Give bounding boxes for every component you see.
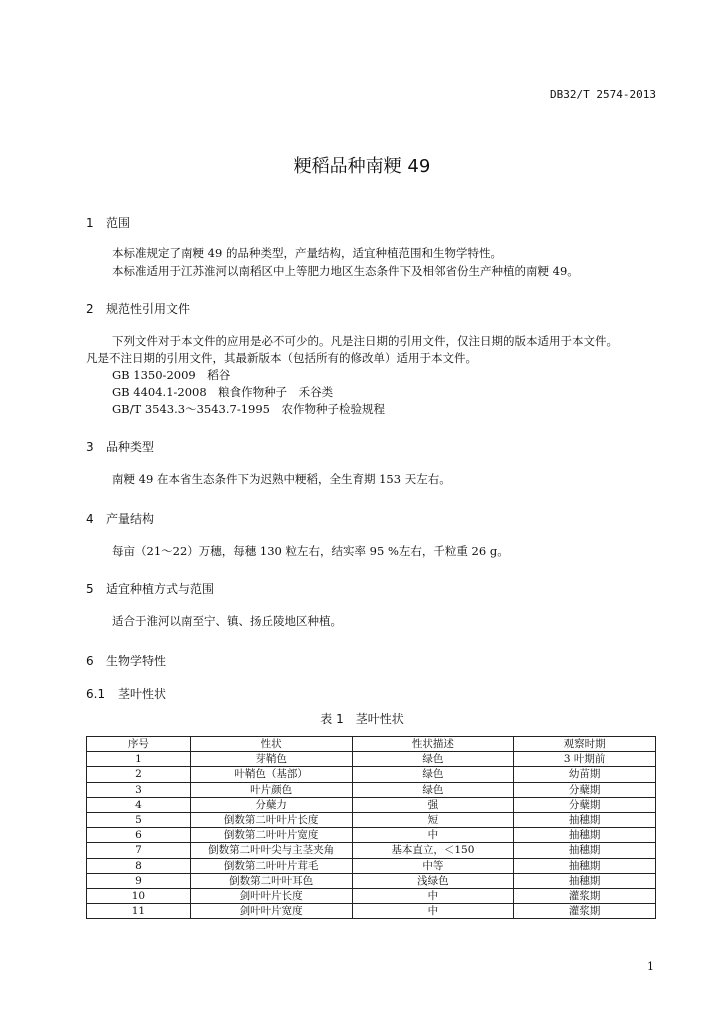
table-header-row (87, 737, 656, 752)
table-cell: 灌浆期 (514, 888, 656, 903)
table-cell: 短 (352, 812, 514, 827)
paragraph: 凡是不注日期的引用文件，其最新版本（包括所有的修改单）适用于本文件。 (86, 351, 477, 365)
table-cell: 幼苗期 (514, 767, 656, 782)
section-1-heading (86, 214, 130, 231)
section-number: 5 (86, 582, 94, 596)
table-cell: 基本直立，＜150 (352, 843, 514, 858)
document-code: DB32/T 2574-2013 (550, 88, 656, 101)
table-cell: 7 (87, 843, 191, 858)
table-row (87, 797, 656, 812)
table-cell: 倒数第二叶叶片长度 (190, 812, 352, 827)
section-number: 2 (86, 302, 94, 316)
table-cell: 分蘖力 (190, 797, 352, 812)
table-row (87, 873, 656, 888)
table-row (87, 782, 656, 797)
section-5-heading (86, 580, 214, 597)
table-cell: 绿色 (352, 782, 514, 797)
section-title: 规范性引用文件 (106, 302, 191, 316)
table-cell: 抽穗期 (514, 858, 656, 873)
table-cell: 6 (87, 828, 191, 843)
column-header: 性状描述 (352, 737, 514, 752)
page-number: 1 (647, 960, 654, 973)
table-cell: 5 (87, 812, 191, 827)
table-cell: 绿色 (352, 752, 514, 767)
table-caption: 表 1 茎叶性状 (320, 712, 404, 726)
table-cell: 11 (87, 904, 191, 919)
table-cell: 中 (352, 904, 514, 919)
table-cell: 叶片颜色 (190, 782, 352, 797)
section-number: 6 (86, 654, 94, 668)
section-title: 产量结构 (106, 512, 155, 526)
paragraph: 本标准规定了南粳 49 的品种类型，产量结构，适宜种植范围和生物学特性。 (112, 246, 502, 260)
table-cell: 2 (87, 767, 191, 782)
table-row (87, 752, 656, 767)
table-cell: 3 (87, 782, 191, 797)
table-cell: 8 (87, 858, 191, 873)
table-cell: 中 (352, 888, 514, 903)
table-cell: 芽鞘色 (190, 752, 352, 767)
stem-leaf-traits-table (86, 736, 656, 919)
paragraph: 南粳 49 在本省生态条件下为迟熟中粳稻，全生育期 153 天左右。 (112, 472, 451, 486)
section-title: 茎叶性状 (118, 687, 167, 701)
table-cell: 叶鞘色（基部） (190, 767, 352, 782)
table-cell: 抽穗期 (514, 843, 656, 858)
table-cell: 抽穗期 (514, 828, 656, 843)
table-cell: 9 (87, 873, 191, 888)
table-cell: 4 (87, 797, 191, 812)
paragraph: 每亩（21～22）万穗，每穗 130 粒左右，结实率 95 %左右，千粒重 26 g。 (112, 544, 509, 558)
table-cell: 倒数第二叶叶片宽度 (190, 828, 352, 843)
table-cell: 分蘖期 (514, 797, 656, 812)
section-2-heading (86, 300, 190, 317)
section-title: 品种类型 (106, 440, 155, 454)
paragraph: 适合于淮河以南至宁、镇、扬丘陵地区种植。 (112, 614, 342, 628)
table-row (87, 812, 656, 827)
table-cell: 剑叶叶片长度 (190, 888, 352, 903)
table-cell: 灌浆期 (514, 904, 656, 919)
section-title: 生物学特性 (106, 654, 167, 668)
table-cell: 1 (87, 752, 191, 767)
table-cell: 中等 (352, 858, 514, 873)
table-cell: 倒数第二叶叶耳色 (190, 873, 352, 888)
table-cell: 3 叶期前 (514, 752, 656, 767)
column-header: 序号 (87, 737, 191, 752)
section-4-heading (86, 510, 154, 527)
paragraph: 下列文件对于本文件的应用是必不可少的。凡是注日期的引用文件，仅注日期的版本适用于本文件。 (112, 334, 618, 348)
section-title: 范围 (106, 216, 131, 230)
table-row (87, 888, 656, 903)
table-row (87, 828, 656, 843)
section-6-1-heading (86, 685, 166, 702)
table-row (87, 767, 656, 782)
reference-item: GB 1350-2009 稻谷 (112, 368, 231, 382)
table-cell: 浅绿色 (352, 873, 514, 888)
table-cell: 分蘖期 (514, 782, 656, 797)
reference-item: GB/T 3543.3～3543.7-1995 农作物种子检验规程 (112, 402, 385, 416)
column-header: 观察时期 (514, 737, 656, 752)
table-row (87, 843, 656, 858)
section-title: 适宜种植方式与范围 (106, 582, 215, 596)
section-number: 1 (86, 216, 94, 230)
table-cell: 强 (352, 797, 514, 812)
page-title: 粳稻品种南粳 49 (293, 156, 431, 177)
section-3-heading (86, 438, 154, 455)
table-cell: 绿色 (352, 767, 514, 782)
table-cell: 倒数第二叶叶尖与主茎夹角 (190, 843, 352, 858)
section-number: 6.1 (86, 687, 106, 701)
reference-item: GB 4404.1-2008 粮食作物种子 禾谷类 (112, 385, 334, 399)
table-row (87, 858, 656, 873)
table-cell: 抽穗期 (514, 812, 656, 827)
section-number: 4 (86, 512, 94, 526)
section-6-heading (86, 652, 166, 669)
column-header: 性状 (190, 737, 352, 752)
table-cell: 中 (352, 828, 514, 843)
table-cell: 倒数第二叶叶片茸毛 (190, 858, 352, 873)
table-cell: 抽穗期 (514, 873, 656, 888)
section-number: 3 (86, 440, 94, 454)
paragraph: 本标准适用于江苏淮河以南稻区中上等肥力地区生态条件下及相邻省份生产种植的南粳 49。 (112, 264, 579, 278)
table-row (87, 904, 656, 919)
table-cell: 10 (87, 888, 191, 903)
table-cell: 剑叶叶片宽度 (190, 904, 352, 919)
